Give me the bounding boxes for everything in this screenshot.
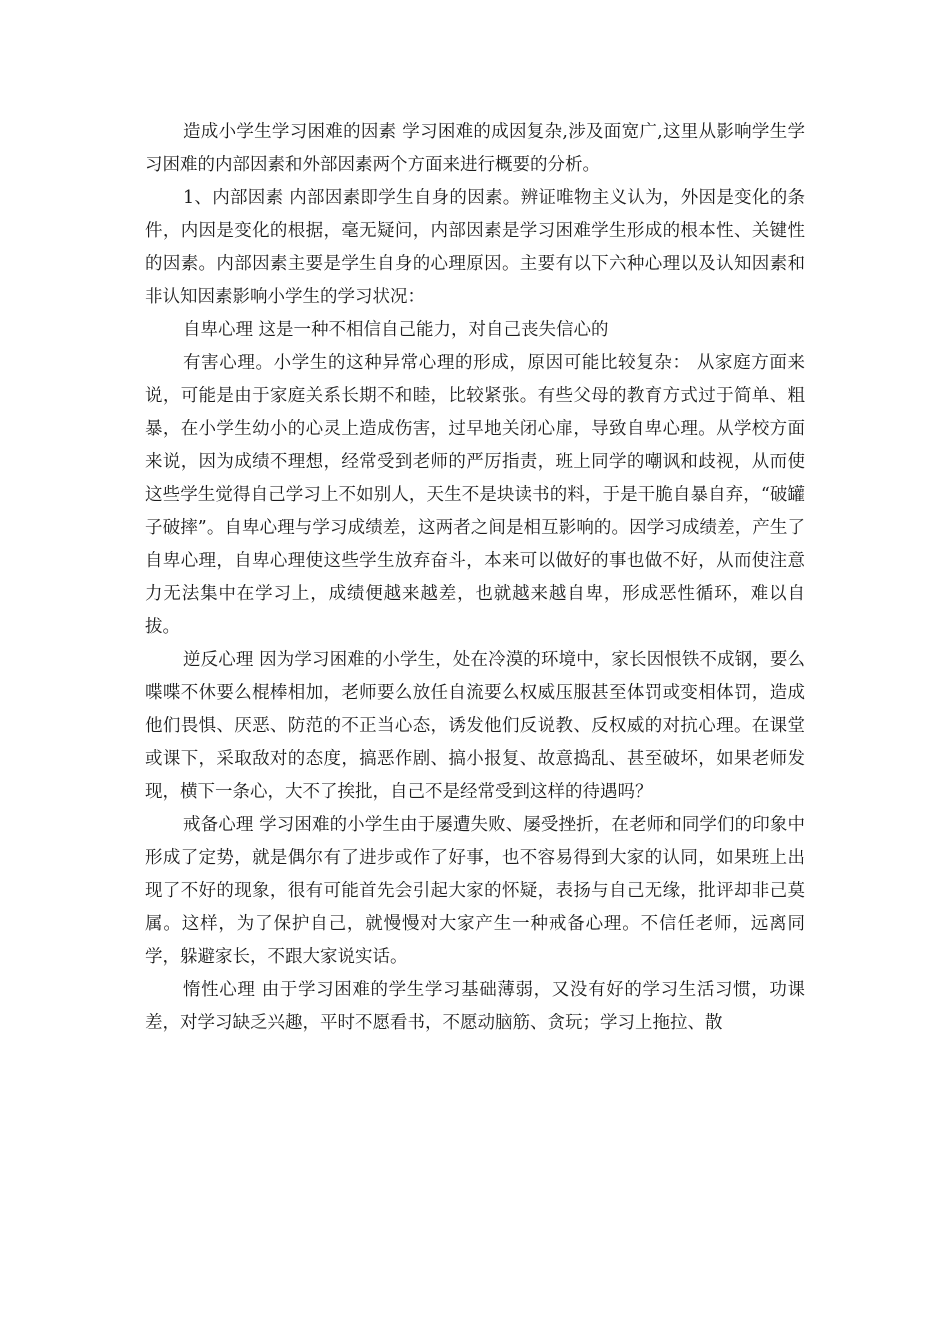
paragraph-internal-factors: 1、内部因素 内部因素即学生自身的因素。辨证唯物主义认为，外因是变化的条件，内因是变化的根据，毫无疑问，内部因素是学习困难学生形成的根本性、关键性的因素。内部因素主要是学生自身的心理原因。主要有以下六种心理以及认知因素和非认知因素影响小学生的学习状况： [145,188,805,307]
paragraph-inferiority-heading: 自卑心理 这是一种不相信自己能力，对自己丧失信心的 [183,320,609,340]
paragraph-rebellious: 逆反心理 因为学习困难的小学生，处在冷漠的环境中，家长因恨铁不成钢，要么喋喋不休要么棍棒相加，老师要么放任自流要么权威压服甚至体罚或变相体罚，造成他们畏惧、厌恶、防范的不正当心态，诱发他们反说教、反权威的对抗心理。在课堂或课下，采取敌对的态度，搞恶作剧、搞小报复、故意捣乱、甚至破坏，如果老师发现，横下一条心，大不了挨批，自己不是经常受到这样的待遇吗？ [145,650,805,802]
document-body [145,116,805,1040]
paragraph-inertia: 惰性心理 由于学习困难的学生学习基础薄弱，又没有好的学习生活习惯，功课差，对学习缺乏兴趣，平时不愿看书，不愿动脑筋、贪玩；学习上拖拉、散 [145,980,805,1033]
paragraph-defensive: 戒备心理 学习困难的小学生由于屡遭失败、屡受挫折，在老师和同学们的印象中形成了定势，就是偶尔有了进步或作了好事，也不容易得到大家的认同，如果班上出现了不好的现象，很有可能首先会引起大家的怀疑，表扬与自己无缘，批评却非己莫属。这样，为了保护自己，就慢慢对大家产生一种戒备心理。不信任老师，远离同学，躲避家长，不跟大家说实话。 [145,815,805,967]
paragraph-intro: 造成小学生学习困难的因素 学习困难的成因复杂,涉及面宽广,这里从影响学生学习困难的内部因素和外部因素两个方面来进行概要的分析。 [145,122,805,175]
paragraph-inferiority-body: 有害心理。小学生的这种异常心理的形成，原因可能比较复杂： 从家庭方面来说，可能是由于家庭关系长期不和睦，比较紧张。有些父母的教育方式过于简单、粗暴，在小学生幼小的心灵上造成伤害，过早地关闭心扉，导致自卑心理。从学校方面来说，因为成绩不理想，经常受到老师的严厉指责，班上同学的嘲讽和歧视，从而使这些学生觉得自己学习上不如别人，天生不是块读书的料，于是干脆自暴自弃，“破罐子破摔”。自卑心理与学习成绩差，这两者之间是相互影响的。因学习成绩差，产生了自卑心理，自卑心理使这些学生放弃奋斗，本来可以做好的事也做不好，从而使注意力无法集中在学习上，成绩便越来越差，也就越来越自卑，形成恶性循环，难以自拔。 [145,353,805,637]
